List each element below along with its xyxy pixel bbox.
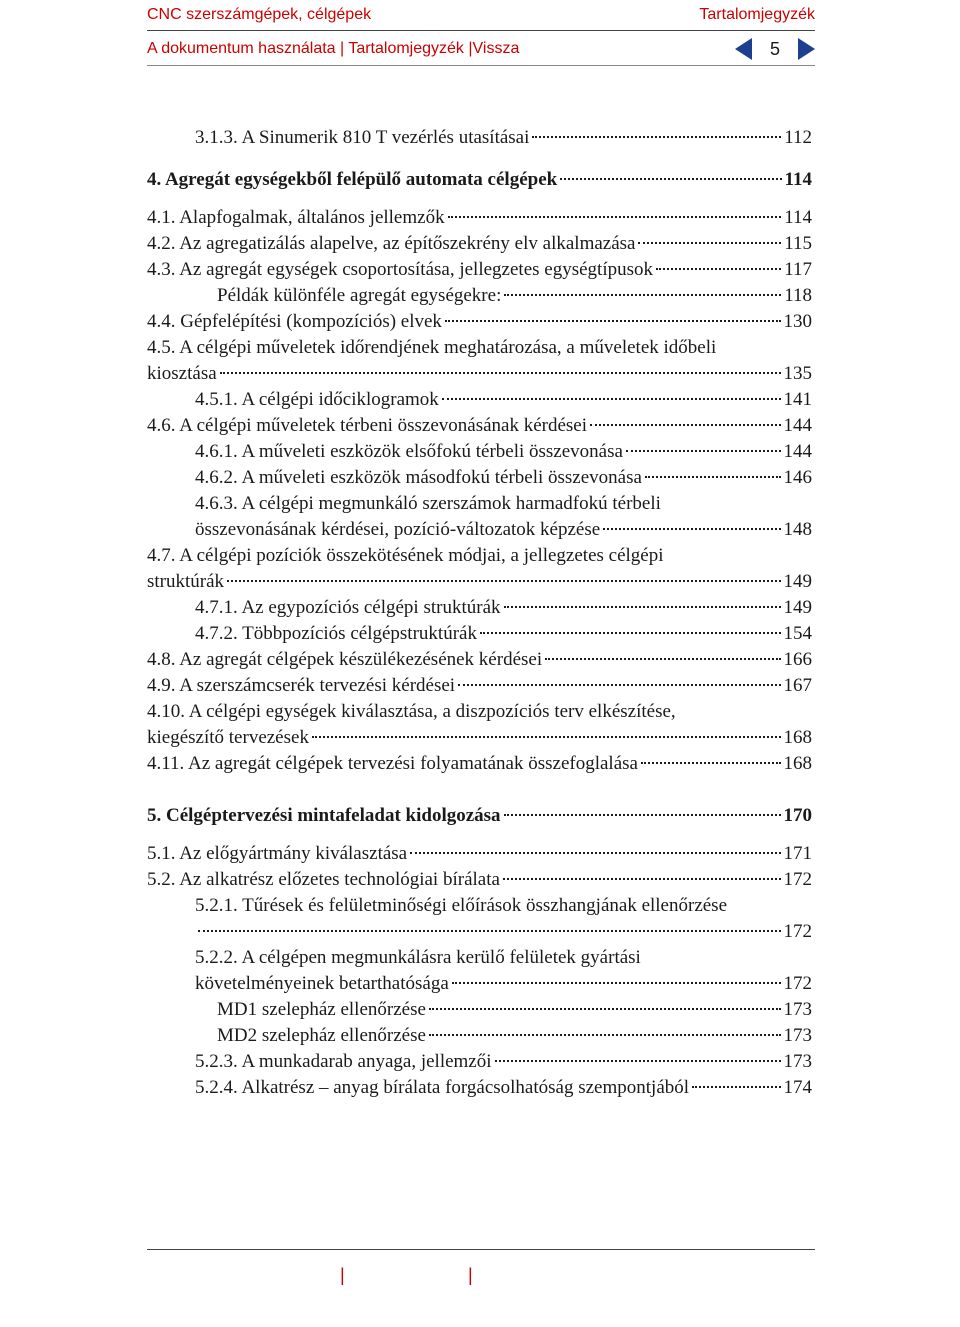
toc-entry[interactable] [147,751,812,777]
toc-entry-page: 174 [783,1077,812,1098]
dot-leader [495,1060,781,1062]
toc-entry-title: 5. Célgéptervezési mintafeladat kidolgozása [147,805,501,826]
toc-entry[interactable] [147,543,812,595]
nav-link-toc[interactable]: Tartalomjegyzék [348,40,464,57]
toc-entry[interactable] [147,205,812,231]
toc-entry-title: 4.7.2. Többpozíciós célgépstruktúrák [195,623,477,644]
toc-entry[interactable] [147,595,812,621]
dot-leader [503,878,781,880]
toc-entry-page: 149 [783,571,812,592]
table-of-contents [147,125,812,1101]
toc-entry-page: 154 [783,623,812,644]
toc-entry-title-continued: kiegészítő tervezések [147,727,309,748]
footer-rule [147,1249,815,1250]
toc-entry-title: 4.5.1. A célgépi időciklogramok [195,389,439,410]
toc-entry[interactable] [147,465,812,491]
toc-entry-page: 172 [783,973,812,994]
toc-entry-page: 146 [783,467,812,488]
toc-entry[interactable] [147,803,812,829]
toc-entry-title: 4.9. A szerszámcserék tervezési kérdései [147,675,456,696]
toc-entry-page: 172 [783,869,812,890]
page-number: 5 [769,38,780,59]
dot-leader [532,136,781,138]
toc-entry-title: 5.2.1. Tűrések és felületminőségi előírások összhangjának ellenőrzése [195,895,728,916]
nav-separator: | [340,40,345,57]
toc-entry-page: 171 [783,843,812,864]
dot-leader [638,242,781,244]
dot-leader [560,178,781,180]
next-page-icon[interactable] [798,38,815,60]
toc-entry[interactable] [147,387,812,413]
toc-entry-title: 4.10. A célgépi egységek kiválasztása, a diszpozíciós terv elkészítése, [147,701,676,722]
dot-leader [227,580,780,582]
dot-leader [429,1008,781,1010]
toc-entry[interactable] [147,1023,812,1049]
footer-separator: | [468,1265,473,1285]
toc-entry-title: 4.7.1. Az egypozíciós célgépi struktúrák [195,597,501,618]
toc-entry-page: 114 [784,207,812,228]
dot-leader [448,216,782,218]
toc-entry[interactable] [147,945,812,997]
toc-entry[interactable] [147,491,812,543]
toc-entry-title: Példák különféle agregát egységekre: [217,285,502,306]
toc-entry[interactable] [147,283,812,309]
header-rule [147,30,815,31]
toc-entry-title: 4.6.1. A műveleti eszközök elsőfokú térbeli összevonása [195,441,623,462]
toc-entry-title: 5.2. Az alkatrész előzetes technológiai bírálata [147,869,500,890]
dot-leader [198,930,781,932]
dot-leader [312,736,781,738]
toc-entry[interactable] [147,841,812,867]
dot-leader [692,1086,780,1088]
dot-leader [458,684,780,686]
dot-leader [504,814,781,816]
toc-entry[interactable] [147,621,812,647]
page-header [147,4,815,26]
toc-entry[interactable] [147,1049,812,1075]
toc-entry-title: 4.2. Az agregatizálás alapelve, az építőszekrény elv alkalmazása [147,233,636,254]
document-title: CNC szerszámgépek, célgépek [147,6,372,23]
dot-leader [480,632,781,634]
toc-entry-page: 167 [783,675,812,696]
toc-entry[interactable] [147,997,812,1023]
toc-entry-title: MD1 szelepház ellenőrzése [217,999,426,1020]
toc-entry-title: 4.6. A célgépi műveletek térbeni összevonásának kérdései [147,415,588,436]
toc-entry-title-continued: követelményeinek betarthatósága [195,973,449,994]
dot-leader [641,762,781,764]
toc-entry[interactable] [147,893,812,945]
toc-entry-page: 117 [784,259,812,280]
dot-leader [645,476,781,478]
nav-link-back[interactable]: Vissza [472,40,520,57]
toc-entry-page: 130 [783,311,812,332]
toc-entry[interactable] [147,647,812,673]
dot-leader [452,982,781,984]
dot-leader [220,372,781,374]
toc-entry-title: 5.1. Az előgyártmány kiválasztása [147,843,408,864]
toc-entry-page: 114 [784,169,812,190]
toc-entry-title: 5.2.2. A célgépen megmunkálásra kerülő felületek gyártási [195,947,641,968]
toc-entry-title: 4.5. A célgépi műveletek időrendjének meghatározása, a műveletek időbeli [147,337,717,358]
toc-entry[interactable] [147,309,812,335]
dot-leader [603,528,780,530]
toc-entry[interactable] [147,335,812,387]
toc-entry-title: 4.6.2. A műveleti eszközök másodfokú térbeli összevonása [195,467,642,488]
toc-entry[interactable] [147,413,812,439]
toc-entry[interactable] [147,1075,812,1101]
toc-entry[interactable] [147,257,812,283]
toc-entry-page: 173 [783,1025,812,1046]
toc-entry-title: 5.2.4. Alkatrész – anyag bírálata forgácsolhatóság szempontjából [195,1077,690,1098]
toc-entry[interactable] [147,439,812,465]
toc-entry-title: 4.8. Az agregát célgépek készülékezésének kérdései [147,649,543,670]
toc-entry[interactable] [147,699,812,751]
toc-entry-page: 148 [783,519,812,540]
toc-entry-page: 144 [783,415,812,436]
nav-links [147,40,735,58]
dot-leader [656,268,781,270]
nav-link-usage[interactable]: A dokumentum használata [147,40,336,57]
toc-entry-page: 166 [783,649,812,670]
section-title: Tartalomjegyzék [699,6,815,23]
toc-entry-title-continued: struktúrák [147,571,225,592]
previous-page-icon[interactable] [735,38,752,60]
toc-entry-page: 173 [783,999,812,1020]
toc-entry-title: 4.3. Az agregát egységek csoportosítása, jellegzetes egységtípusok [147,259,653,280]
dot-leader [442,398,781,400]
toc-entry-page: 170 [783,805,812,826]
toc-entry-title: MD2 szelepház ellenőrzése [217,1025,426,1046]
header-rule-lower [147,65,815,66]
toc-entry-page: 115 [784,233,812,254]
toc-entry[interactable] [147,673,812,699]
dot-leader [504,606,781,608]
toc-entry-page: 168 [783,727,812,748]
toc-entry-title-continued: összevonásának kérdései, pozíció-változatok képzése [195,519,601,540]
toc-entry-page: 112 [784,127,812,148]
toc-entry-title: 3.1.3. A Sinumerik 810 T vezérlés utasításai [195,127,530,148]
dot-leader [410,852,780,854]
navigation-bar [147,38,815,60]
dot-leader [445,320,781,322]
dot-leader [590,424,780,426]
dot-leader [429,1034,781,1036]
toc-entry-page: 118 [784,285,812,306]
toc-entry-page: 172 [783,921,812,942]
toc-entry[interactable] [147,167,812,193]
toc-entry-title: 4.7. A célgépi pozíciók összekötésének módjai, a jellegzetes célgépi [147,545,664,566]
toc-entry-title: 4.1. Alapfogalmak, általános jellemzők [147,207,445,228]
toc-entry-title: 4.11. Az agregát célgépek tervezési folyamatának összefoglalása [147,753,638,774]
dot-leader [626,450,781,452]
toc-entry[interactable] [147,867,812,893]
footer-separator: | [340,1265,345,1285]
toc-entry-page: 168 [783,753,812,774]
toc-entry-title-continued: kiosztása [147,363,217,384]
dot-leader [545,658,780,660]
toc-entry-title: 5.2.3. A munkadarab anyaga, jellemzői [195,1051,492,1072]
nav-separator: | [468,40,473,57]
dot-leader [504,294,781,296]
page-footer [147,1265,815,1287]
toc-entry[interactable] [147,231,812,257]
pager [735,38,815,60]
toc-entry-title: 4. Agregát egységekből felépülő automata célgépek [147,169,558,190]
toc-entry-title: 4.6.3. A célgépi megmunkáló szerszámok harmadfokú térbeli [195,493,661,514]
toc-entry-page: 173 [783,1051,812,1072]
toc-entry-page: 141 [783,389,812,410]
toc-entry-title: 4.4. Gépfelépítési (kompozíciós) elvek [147,311,442,332]
toc-entry[interactable] [147,125,812,151]
toc-entry-page: 149 [783,597,812,618]
toc-entry-page: 135 [783,363,812,384]
toc-entry-page: 144 [783,441,812,462]
